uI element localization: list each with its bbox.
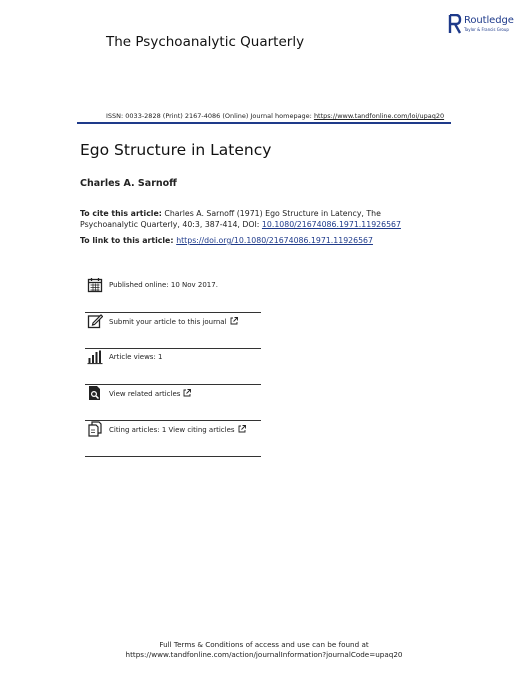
external-link-icon	[183, 389, 191, 397]
link-block	[80, 236, 373, 245]
info-row-related[interactable]	[85, 385, 261, 421]
article-doi-link[interactable]: https://doi.org/10.1080/21674086.1971.11926567	[176, 236, 373, 245]
citing-articles-link[interactable]: Citing articles: 1 View citing articles	[109, 425, 246, 434]
published-label: Published online: 10 Nov 2017.	[109, 281, 218, 289]
article-title: Ego Structure in Latency	[80, 141, 272, 159]
footer-terms-text: Full Terms & Conditions of access and use can be found at	[159, 640, 369, 649]
bar-chart-icon	[87, 349, 103, 365]
info-row-published	[85, 277, 261, 313]
cite-doi-link[interactable]: 10.1080/21674086.1971.11926567	[261, 220, 401, 229]
info-row-citing[interactable]	[85, 421, 261, 457]
external-link-icon	[238, 425, 246, 433]
cite-text: Charles A. Sarnoff (1971) Ego Structure in Latency, The Psychoanalytic Quarterly, 40:3, 387-414, DOI:	[80, 209, 381, 229]
footer-terms-link[interactable]: https://www.tandfonline.com/action/journalInformation?journalCode=upaq20	[125, 650, 403, 659]
cite-label: To cite this article:	[80, 209, 162, 218]
info-row-submit[interactable]	[85, 313, 261, 349]
citing-articles-icon	[87, 421, 103, 437]
journal-homepage-link[interactable]: https://www.tandfonline.com/loi/upaq20	[313, 112, 445, 120]
article-views-label: Article views: 1	[109, 353, 163, 361]
issn-line	[106, 112, 444, 120]
calendar-icon	[87, 277, 103, 293]
routledge-logo[interactable]	[448, 14, 528, 38]
edit-icon	[87, 313, 103, 329]
related-articles-link[interactable]: View related articles	[109, 389, 191, 398]
routledge-r-logo-icon	[448, 14, 462, 34]
search-document-icon	[87, 385, 103, 401]
article-author: Charles A. Sarnoff	[80, 178, 177, 189]
submit-article-link[interactable]: Submit your article to this journal	[109, 317, 238, 326]
external-link-icon	[230, 317, 238, 325]
issn-text: ISSN: 0033-2828 (Print) 2167-4086 (Online) Journal homepage:	[106, 112, 314, 120]
link-label: To link to this article:	[80, 236, 177, 245]
journal-title: The Psychoanalytic Quarterly	[106, 34, 305, 50]
publisher-tagline: Taylor & Francis Group	[464, 27, 509, 32]
header-divider	[77, 122, 451, 124]
publisher-name: Routledge	[464, 15, 514, 26]
info-row-views	[85, 349, 261, 385]
citation-block	[80, 208, 440, 230]
